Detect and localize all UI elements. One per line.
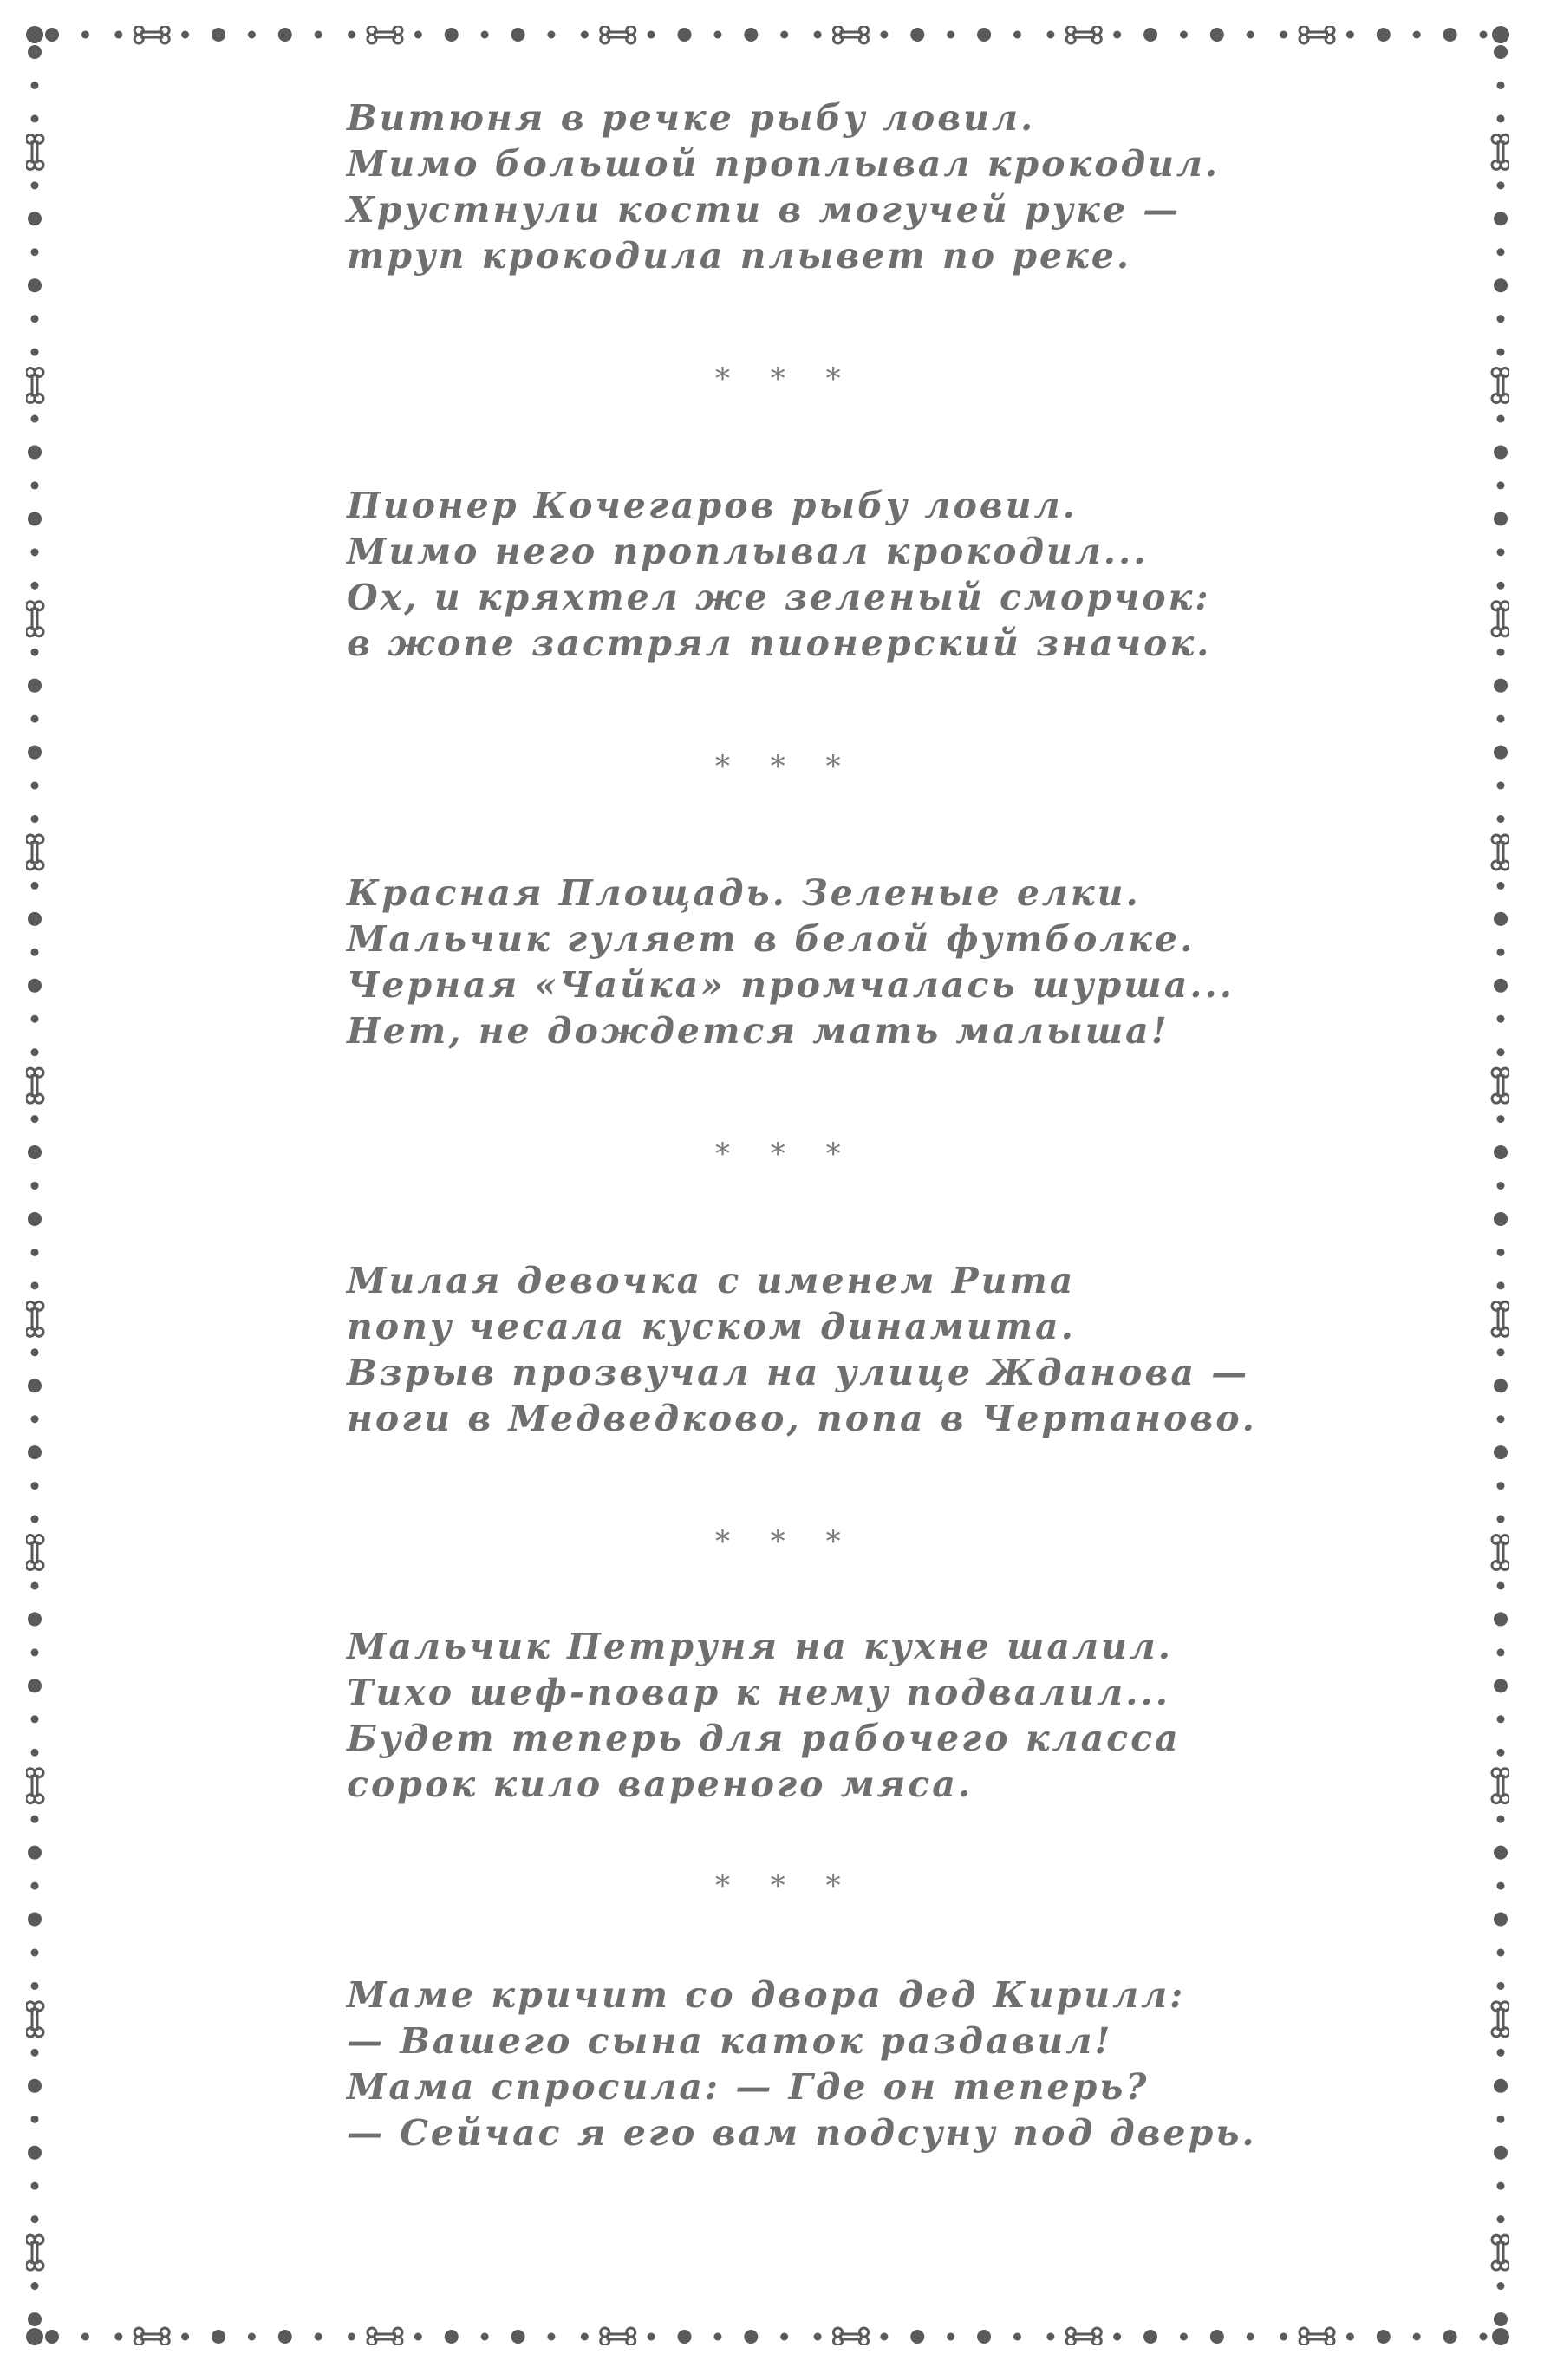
poem-line: Красная Площадь. Зеленые елки. (347, 872, 1141, 914)
poem-line: Тихо шеф-повар к нему подвалил... (347, 1672, 1171, 1713)
poem-line: Милая девочка с именем Рита (347, 1260, 1076, 1301)
stanza-separator: * * * (715, 362, 857, 396)
poem-line: Черная «Чайка» промчалась шурша... (347, 964, 1235, 1006)
poem-line: ноги в Медведково, попа в Чертаново. (347, 1398, 1257, 1439)
poem-line: — Сейчас я его вам подсуну под дверь. (347, 2112, 1257, 2154)
stanza-separator: * * * (715, 749, 857, 784)
stanza (347, 870, 1300, 1054)
poem-line: — Вашего сына каток раздавил! (347, 2020, 1113, 2062)
poem-line: сорок кило вареного мяса. (347, 1764, 974, 1805)
stanza-separator: * * * (715, 1137, 857, 1171)
poem-line: попу чесала куском динамита. (347, 1306, 1076, 1347)
poem-line: Мальчик гуляет в белой футболке. (347, 918, 1195, 960)
poem-collection (347, 95, 1300, 2156)
poem-line: Мимо большой проплывал крокодил. (347, 143, 1221, 185)
stanza (347, 483, 1300, 667)
poem-line: Мама спросила: — Где он теперь? (347, 2066, 1150, 2108)
stanza (347, 1258, 1300, 1442)
stanza-separator: * * * (715, 1524, 857, 1559)
poem-line: Пионер Кочегаров рыбу ловил. (347, 485, 1078, 526)
poem-line: Ох, и кряхтел же зеленый сморчок: (347, 577, 1211, 618)
poem-line: труп крокодила плывет по реке. (347, 235, 1132, 277)
poem-line: Будет теперь для рабочего класса (347, 1718, 1181, 1759)
poem-line: Взрыв прозвучал на улице Жданова — (347, 1352, 1250, 1393)
stanza (347, 1972, 1300, 2156)
poem-line: Мальчик Петруня на кухне шалил. (347, 1626, 1174, 1667)
poem-line: Витюня в речке рыбу ловил. (347, 97, 1036, 139)
stanza-separator: * * * (715, 1868, 857, 1903)
poem-line: в жопе застрял пионерский значок. (347, 623, 1212, 664)
stanza (347, 1624, 1300, 1808)
poem-line: Мимо него проплывал крокодил... (347, 531, 1149, 572)
stanza (347, 95, 1300, 279)
poem-line: Маме кричит со двора дед Кирилл: (347, 1974, 1186, 2016)
poem-line: Хрустнули кости в могучей руке — (347, 189, 1182, 231)
poem-line: Нет, не дождется мать малыша! (347, 1010, 1169, 1052)
